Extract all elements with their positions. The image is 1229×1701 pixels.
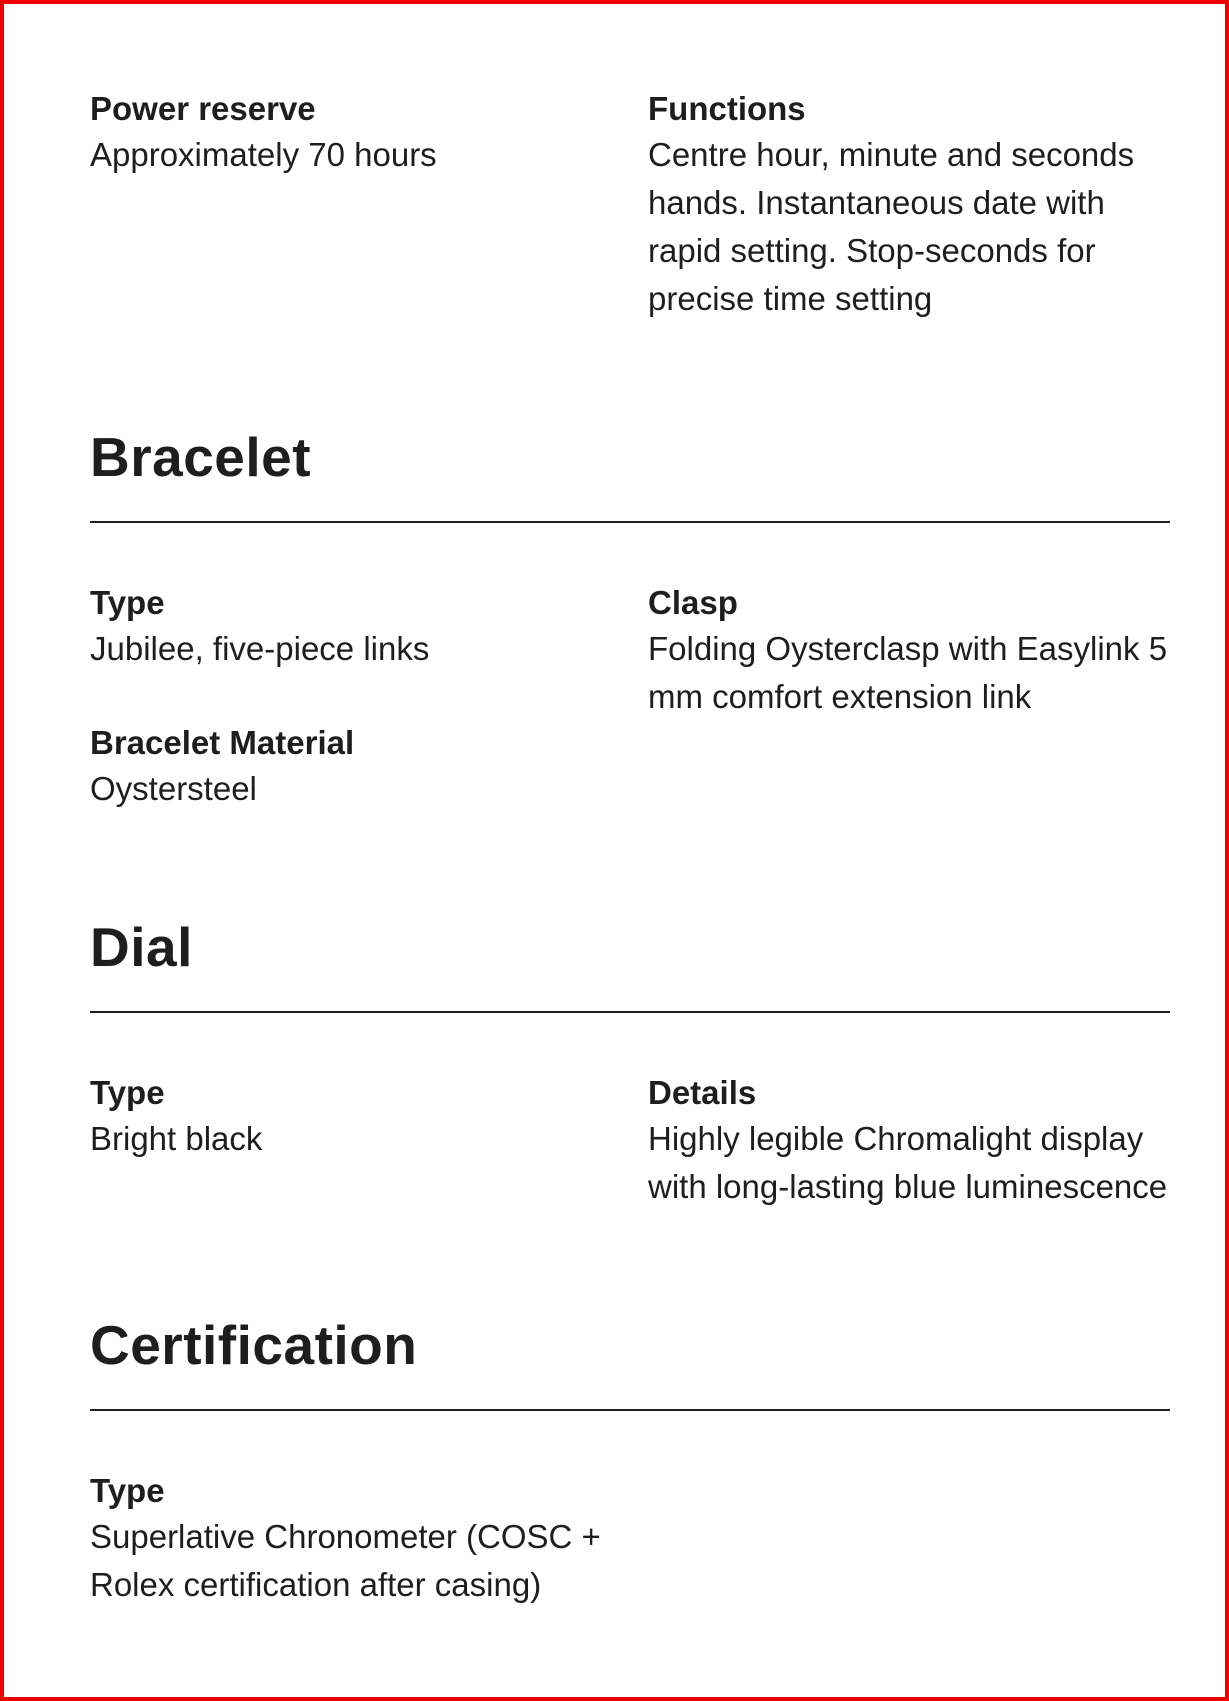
spec-column-left [90,1469,612,1609]
spec-grid [90,87,1170,323]
spec-label: Type [90,1074,165,1111]
spec-value: Centre hour, minute and seconds hands. Instantaneous date with rapid setting. Stop-seconds for precise time setting [648,136,1135,317]
spec-item-functions [648,87,1170,323]
spec-item-dial-details [648,1071,1170,1211]
spec-item-clasp [648,581,1170,721]
spec-label: Power reserve [90,90,316,127]
spec-label: Bracelet Material [90,724,355,761]
spec-label: Clasp [648,584,738,621]
spec-label: Type [90,1472,165,1509]
spec-value: Jubilee, five-piece links [90,630,430,667]
spec-column-right [648,1071,1170,1211]
spec-column-left [90,581,612,813]
spec-grid [90,581,1170,813]
section-movement-details [90,87,1170,323]
spec-value: Highly legible Chromalight display with long-lasting blue luminescence [648,1120,1168,1205]
spec-column-right [648,87,1170,323]
spec-value: Superlative Chronometer (COSC + Rolex certification after casing) [90,1518,601,1603]
spec-column-left [90,87,612,179]
spec-column-right [648,581,1170,721]
spec-value: Folding Oysterclasp with Easylink 5 mm comfort extension link [648,630,1168,715]
spec-label: Details [648,1074,757,1111]
section-heading-certification: Certification [90,1314,418,1376]
section-divider [90,1409,1170,1411]
spec-label: Type [90,584,165,621]
section-heading-bracelet: Bracelet [90,426,312,488]
spec-item-bracelet-material [90,721,612,813]
spec-grid [90,1469,1170,1609]
spec-value: Oystersteel [90,770,257,807]
section-divider [90,1011,1170,1013]
spec-item-certification-type [90,1469,612,1609]
section-certification [90,1314,1170,1609]
spec-label: Functions [648,90,806,127]
spec-item-dial-type [90,1071,612,1163]
section-dial [90,916,1170,1211]
spec-value: Approximately 70 hours [90,136,437,173]
spec-value: Bright black [90,1120,263,1157]
spec-item-power-reserve [90,87,612,179]
spec-item-bracelet-type [90,581,612,673]
section-divider [90,521,1170,523]
spec-grid [90,1071,1170,1211]
section-bracelet [90,426,1170,813]
spec-column-left [90,1071,612,1163]
spec-content [4,4,1225,1609]
section-heading-dial: Dial [90,916,193,978]
